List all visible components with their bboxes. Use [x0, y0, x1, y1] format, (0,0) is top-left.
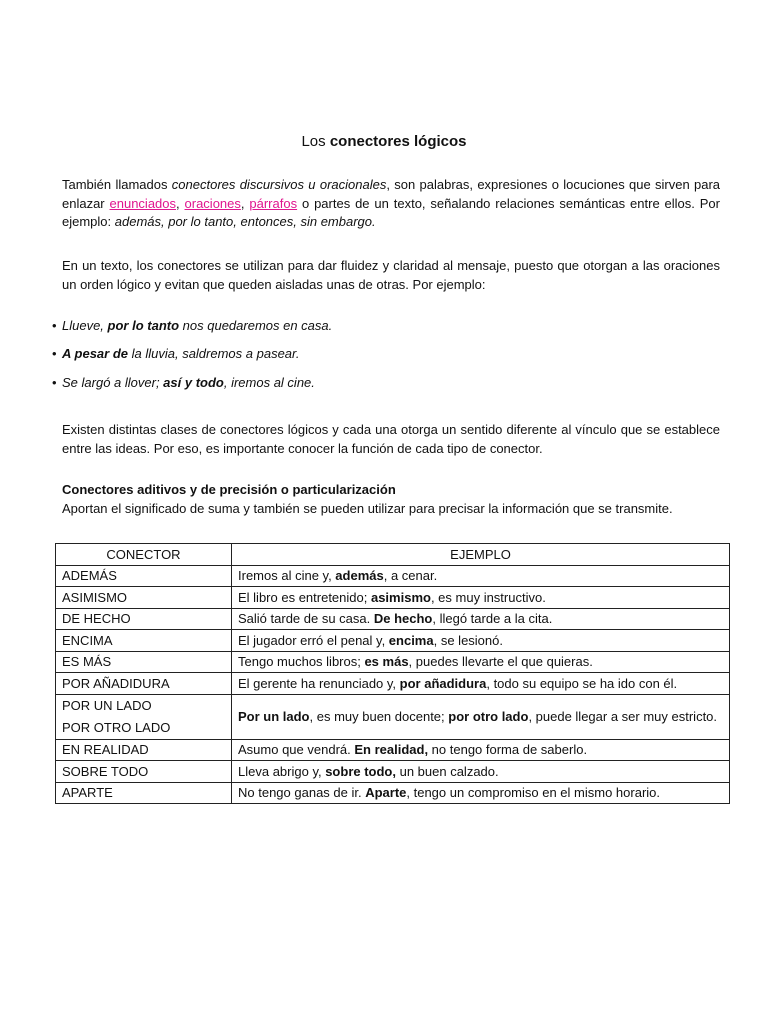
intro-sep-1: , [176, 195, 185, 211]
bullet-text: , iremos al cine. [223, 375, 315, 390]
example-bold: De hecho [373, 611, 433, 627]
table-row [56, 673, 730, 695]
example-text: , es muy instructivo. [430, 589, 546, 605]
section-description: Aportan el significado de suma y también se pueden utilizar para precisar la información que se transmite. [62, 501, 673, 516]
example-text: , todo su equipo se ha ido con él. [486, 675, 678, 691]
table-row [56, 651, 730, 673]
bullet-bold: así y todo [163, 375, 224, 390]
example-text: , a cenar. [383, 568, 438, 584]
example-cell [232, 630, 730, 652]
example-cell [232, 739, 730, 761]
example-cell [232, 565, 730, 587]
example-text: , tengo un compromiso en el mismo horario. [406, 785, 661, 801]
bullet-item-3 [52, 374, 315, 392]
example-bold: En realidad, [354, 742, 429, 758]
example-text: No tengo ganas de ir. [238, 785, 366, 801]
bullet-bold: por lo tanto [107, 318, 180, 333]
example-cell [232, 608, 730, 630]
table-row [56, 587, 730, 609]
table-row [56, 630, 730, 652]
table-row [56, 782, 730, 804]
example-cell [232, 782, 730, 804]
title-prefix: Los [301, 133, 330, 150]
header-example: EJEMPLO [232, 544, 730, 566]
section-heading: Conectores aditivos y de precisión o particularización [62, 482, 396, 497]
intro-text-3: o partes de un texto, señalando relaciones semánticas entre ellos. Por ejemplo: [62, 195, 720, 229]
example-bold: Por un lado [238, 708, 310, 724]
example-text: , es muy buen docente; [309, 708, 449, 724]
example-text: , puedes llevarte el que quieras. [408, 654, 593, 670]
bullet-text: nos quedaremos en casa. [179, 318, 333, 333]
connectors-table [55, 543, 730, 804]
table-row-double [56, 694, 730, 739]
intro-sep-2: , [240, 195, 250, 211]
link-oraciones[interactable]: oraciones [184, 195, 241, 211]
table-header-row [56, 544, 730, 566]
example-bold: sobre todo, [325, 763, 396, 779]
intro-text-1: También llamados [62, 177, 172, 192]
example-bold: por otro lado [448, 708, 529, 724]
example-bold: por añadidura [399, 675, 487, 691]
bullet-dot-icon: • [52, 346, 57, 361]
connector-cell: ENCIMA [56, 630, 232, 652]
connector-text: POR UN LADO [62, 697, 152, 713]
example-cell [232, 651, 730, 673]
connector-text: POR OTRO LADO [62, 719, 171, 735]
bullet-text: la lluvia, saldremos a pasear. [128, 346, 300, 361]
link-parrafos[interactable]: párrafos [249, 195, 298, 211]
paragraph-2: En un texto, los conectores se utilizan para dar fluidez y claridad al mensaje, puesto que otorgan a las oraciones un orden lógico y evitan que queden aisladas unas de otras. Por ejemplo: [62, 258, 720, 292]
example-cell [232, 673, 730, 695]
connector-cell: SOBRE TODO [56, 761, 232, 783]
bullet-dot-icon: • [52, 375, 57, 390]
intro-italic-2: además, por lo tanto, entonces, sin embargo. [114, 214, 376, 229]
example-text: , llegó tarde a la cita. [432, 611, 553, 627]
bullet-item-2 [52, 345, 300, 363]
example-bold: asimismo [370, 589, 431, 605]
paragraph-3: Existen distintas clases de conectores lógicos y cada una otorga un sentido diferente al vínculo que se establece entre las ideas. Por eso, es importante conocer la función de cada tipo de conector. [62, 422, 720, 456]
example-text: Lleva abrigo y, [238, 763, 326, 779]
bullet-text: Llueve, [62, 318, 108, 333]
page-title [0, 132, 768, 152]
header-connector: CONECTOR [56, 544, 232, 566]
intro-paragraph [62, 176, 720, 232]
intro-text-2: , son palabras, expresiones o locuciones que sirven para enlazar [62, 177, 721, 211]
connector-cell: ES MÁS [56, 651, 232, 673]
example-cell [232, 587, 730, 609]
connector-cell: DE HECHO [56, 608, 232, 630]
table-row [56, 739, 730, 761]
bullet-bold: A pesar de [62, 346, 128, 361]
connector-cell: APARTE [56, 782, 232, 804]
example-text: un buen calzado. [395, 763, 499, 779]
bullet-item-1 [52, 317, 332, 335]
example-bold: además [335, 568, 384, 584]
example-text: El gerente ha renunciado y, [238, 675, 400, 691]
example-text: , se lesionó. [433, 632, 503, 648]
example-text: Salió tarde de su casa. [238, 611, 374, 627]
connector-cell: ADEMÁS [56, 565, 232, 587]
example-bold: Aparte [365, 785, 407, 801]
connector-cell: ASIMISMO [56, 587, 232, 609]
connector-cell: POR AÑADIDURA [56, 673, 232, 695]
example-bold: encima [388, 632, 434, 648]
table-row [56, 761, 730, 783]
example-text: Asumo que vendrá. [238, 742, 355, 758]
example-bold: es más [364, 654, 409, 670]
link-enunciados[interactable]: enunciados [109, 195, 177, 211]
title-bold: conectores lógicos [329, 133, 467, 150]
example-cell [232, 694, 730, 739]
example-text: El jugador erró el penal y, [238, 632, 389, 648]
table-row [56, 608, 730, 630]
example-cell [232, 761, 730, 783]
example-text: Iremos al cine y, [238, 568, 336, 584]
intro-italic-1: conectores discursivos u oracionales [171, 177, 387, 192]
table-row [56, 565, 730, 587]
example-text: Tengo muchos libros; [238, 654, 365, 670]
example-text: , puede llegar a ser muy estricto. [528, 708, 718, 724]
connector-cell [56, 694, 232, 739]
connector-cell: EN REALIDAD [56, 739, 232, 761]
bullet-dot-icon: • [52, 318, 57, 333]
bullet-text: Se largó a llover; [62, 375, 164, 390]
example-text: El libro es entretenido; [238, 589, 371, 605]
example-text: no tengo forma de saberlo. [428, 742, 588, 758]
